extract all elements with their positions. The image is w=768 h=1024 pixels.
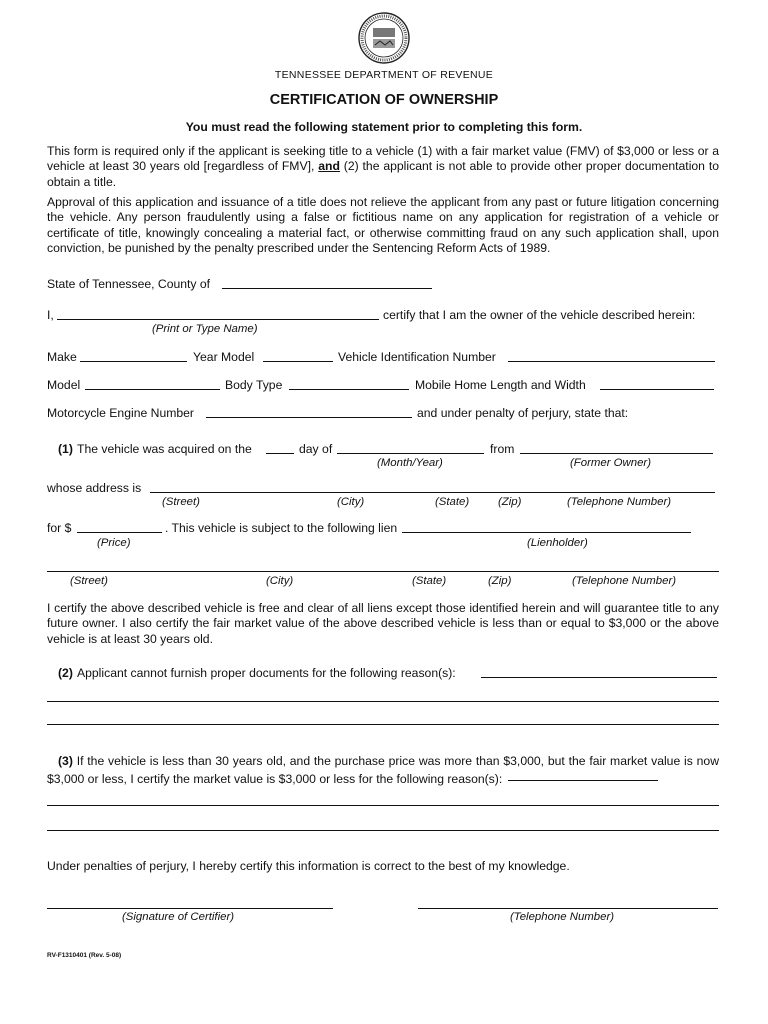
lienholder-input[interactable] [402, 532, 691, 533]
address1-zip-label: (Zip) [498, 496, 522, 508]
lien-text: . This vehicle is subject to the following lien [165, 521, 398, 535]
mobile-home-label: Mobile Home Length and Width [415, 378, 586, 392]
section-3-number: (3) [58, 754, 73, 768]
motorcycle-engine-label: Motorcycle Engine Number [47, 406, 194, 420]
i-label: I, [47, 308, 54, 322]
intro-text-2: (2) the applicant is not able to provide other proper documentation to obtain a title. [47, 159, 719, 189]
year-model-label: Year Model [193, 350, 255, 364]
vin-label: Vehicle Identification Number [338, 350, 496, 364]
model-input[interactable] [85, 389, 220, 390]
approval-paragraph: Approval of this application and issuance of a title does not relieve the applicant from any past or future litigation concerning the vehicle. Any person fraudulently using a false or fictitious name on any application for registration of a vehicle or certificate of title, knowingly concealing a material fact, or otherwise committing fraud on any such application shall, upon conviction, be punished by the penalty prescribed under the Sentencing Reform Acts of 1989. [47, 195, 719, 256]
form-title: CERTIFICATION OF OWNERSHIP [269, 92, 499, 108]
mobile-home-input[interactable] [600, 389, 714, 390]
address2-street-label: (Street) [70, 575, 108, 587]
make-input[interactable] [80, 361, 187, 362]
year-model-input[interactable] [263, 361, 333, 362]
market-reason-input-1[interactable] [508, 780, 658, 781]
address2-telephone-label: (Telephone Number) [572, 575, 677, 587]
price-label: (Price) [97, 537, 131, 549]
department-name: TENNESSEE DEPARTMENT OF REVENUE [274, 69, 494, 81]
acquired-day-input[interactable] [266, 453, 294, 454]
from-text: from [490, 442, 515, 456]
print-name-label: (Print or Type Name) [152, 323, 258, 335]
section-3-paragraph [47, 752, 719, 788]
signature-input[interactable] [47, 908, 333, 909]
motorcycle-engine-input[interactable] [206, 417, 412, 418]
form-number: RV-F1310401 (Rev. 5-08) [47, 952, 122, 959]
intro-and: and [318, 159, 340, 174]
intro-paragraph [47, 144, 719, 190]
market-reason-input-3[interactable] [47, 830, 719, 831]
address1-telephone-label: (Telephone Number) [567, 496, 672, 508]
address2-zip-label: (Zip) [488, 575, 512, 587]
address1-state-label: (State) [435, 496, 470, 508]
acquired-month-year-input[interactable] [337, 453, 484, 454]
owner-name-input[interactable] [57, 319, 379, 320]
whose-address-label: whose address is [47, 481, 142, 495]
section-1-number: (1) [58, 442, 73, 456]
lien-certify-paragraph: I certify the above described vehicle is free and clear of all liens except those identified herein and will guarantee title to any future owner. I also certify the fair market value of the above described vehicle is less than or equal to $3,000 or the above vehicle is at least 30 years old. [47, 601, 719, 646]
county-input[interactable] [222, 288, 432, 289]
for-dollar-label: for $ [47, 521, 72, 535]
price-input[interactable] [77, 532, 162, 533]
make-label: Make [47, 350, 77, 364]
day-of-text: day of [299, 442, 333, 456]
market-reason-input-2[interactable] [47, 805, 719, 806]
address2-city-label: (City) [266, 575, 294, 587]
reason-input-3[interactable] [47, 724, 719, 725]
intro-text-1: This form is required only if the applicant is seeking title to a vehicle (1) with a fair market value (FMV) of $3,000 or less or a vehicle at least 30 years old [regardless of FMV], [47, 144, 719, 174]
acquired-text: The vehicle was acquired on the [77, 442, 252, 456]
former-owner-address-input[interactable] [150, 492, 715, 493]
lienholder-label: (Lienholder) [527, 537, 588, 549]
lienholder-address-input[interactable] [47, 571, 719, 572]
certifier-telephone-label: (Telephone Number) [510, 911, 615, 923]
address1-city-label: (City) [337, 496, 365, 508]
former-owner-label: (Former Owner) [570, 457, 652, 469]
certifier-telephone-input[interactable] [418, 908, 718, 909]
former-owner-input[interactable] [520, 453, 713, 454]
month-year-label: (Month/Year) [377, 457, 443, 469]
reason-input-2[interactable] [47, 701, 719, 702]
perjury-state-text: and under penalty of perjury, state that: [417, 406, 629, 420]
section-2-text: Applicant cannot furnish proper documents for the following reason(s): [77, 666, 456, 680]
state-seal [358, 12, 410, 69]
reason-input-1[interactable] [481, 677, 717, 678]
address1-street-label: (Street) [162, 496, 200, 508]
model-label: Model [47, 378, 81, 392]
signature-label: (Signature of Certifier) [122, 911, 235, 923]
state-county-label: State of Tennessee, County of [47, 277, 211, 291]
certify-owner-text: certify that I am the owner of the vehicle described herein: [383, 308, 696, 322]
body-type-input[interactable] [289, 389, 409, 390]
section-2-number: (2) [58, 666, 73, 680]
body-type-label: Body Type [225, 378, 283, 392]
address2-state-label: (State) [412, 575, 447, 587]
vin-input[interactable] [508, 361, 715, 362]
section-3-text: If the vehicle is less than 30 years old, and the purchase price was more than $3,000, but the fair market value is now $3,000 or less, I certify the market value is $3,000 or less for the following reason(s): [47, 754, 720, 786]
notice-text: You must read the following statement prior to completing this form. [185, 120, 583, 134]
final-statement: Under penalties of perjury, I hereby certify this information is correct to the best of my knowledge. [47, 859, 570, 873]
